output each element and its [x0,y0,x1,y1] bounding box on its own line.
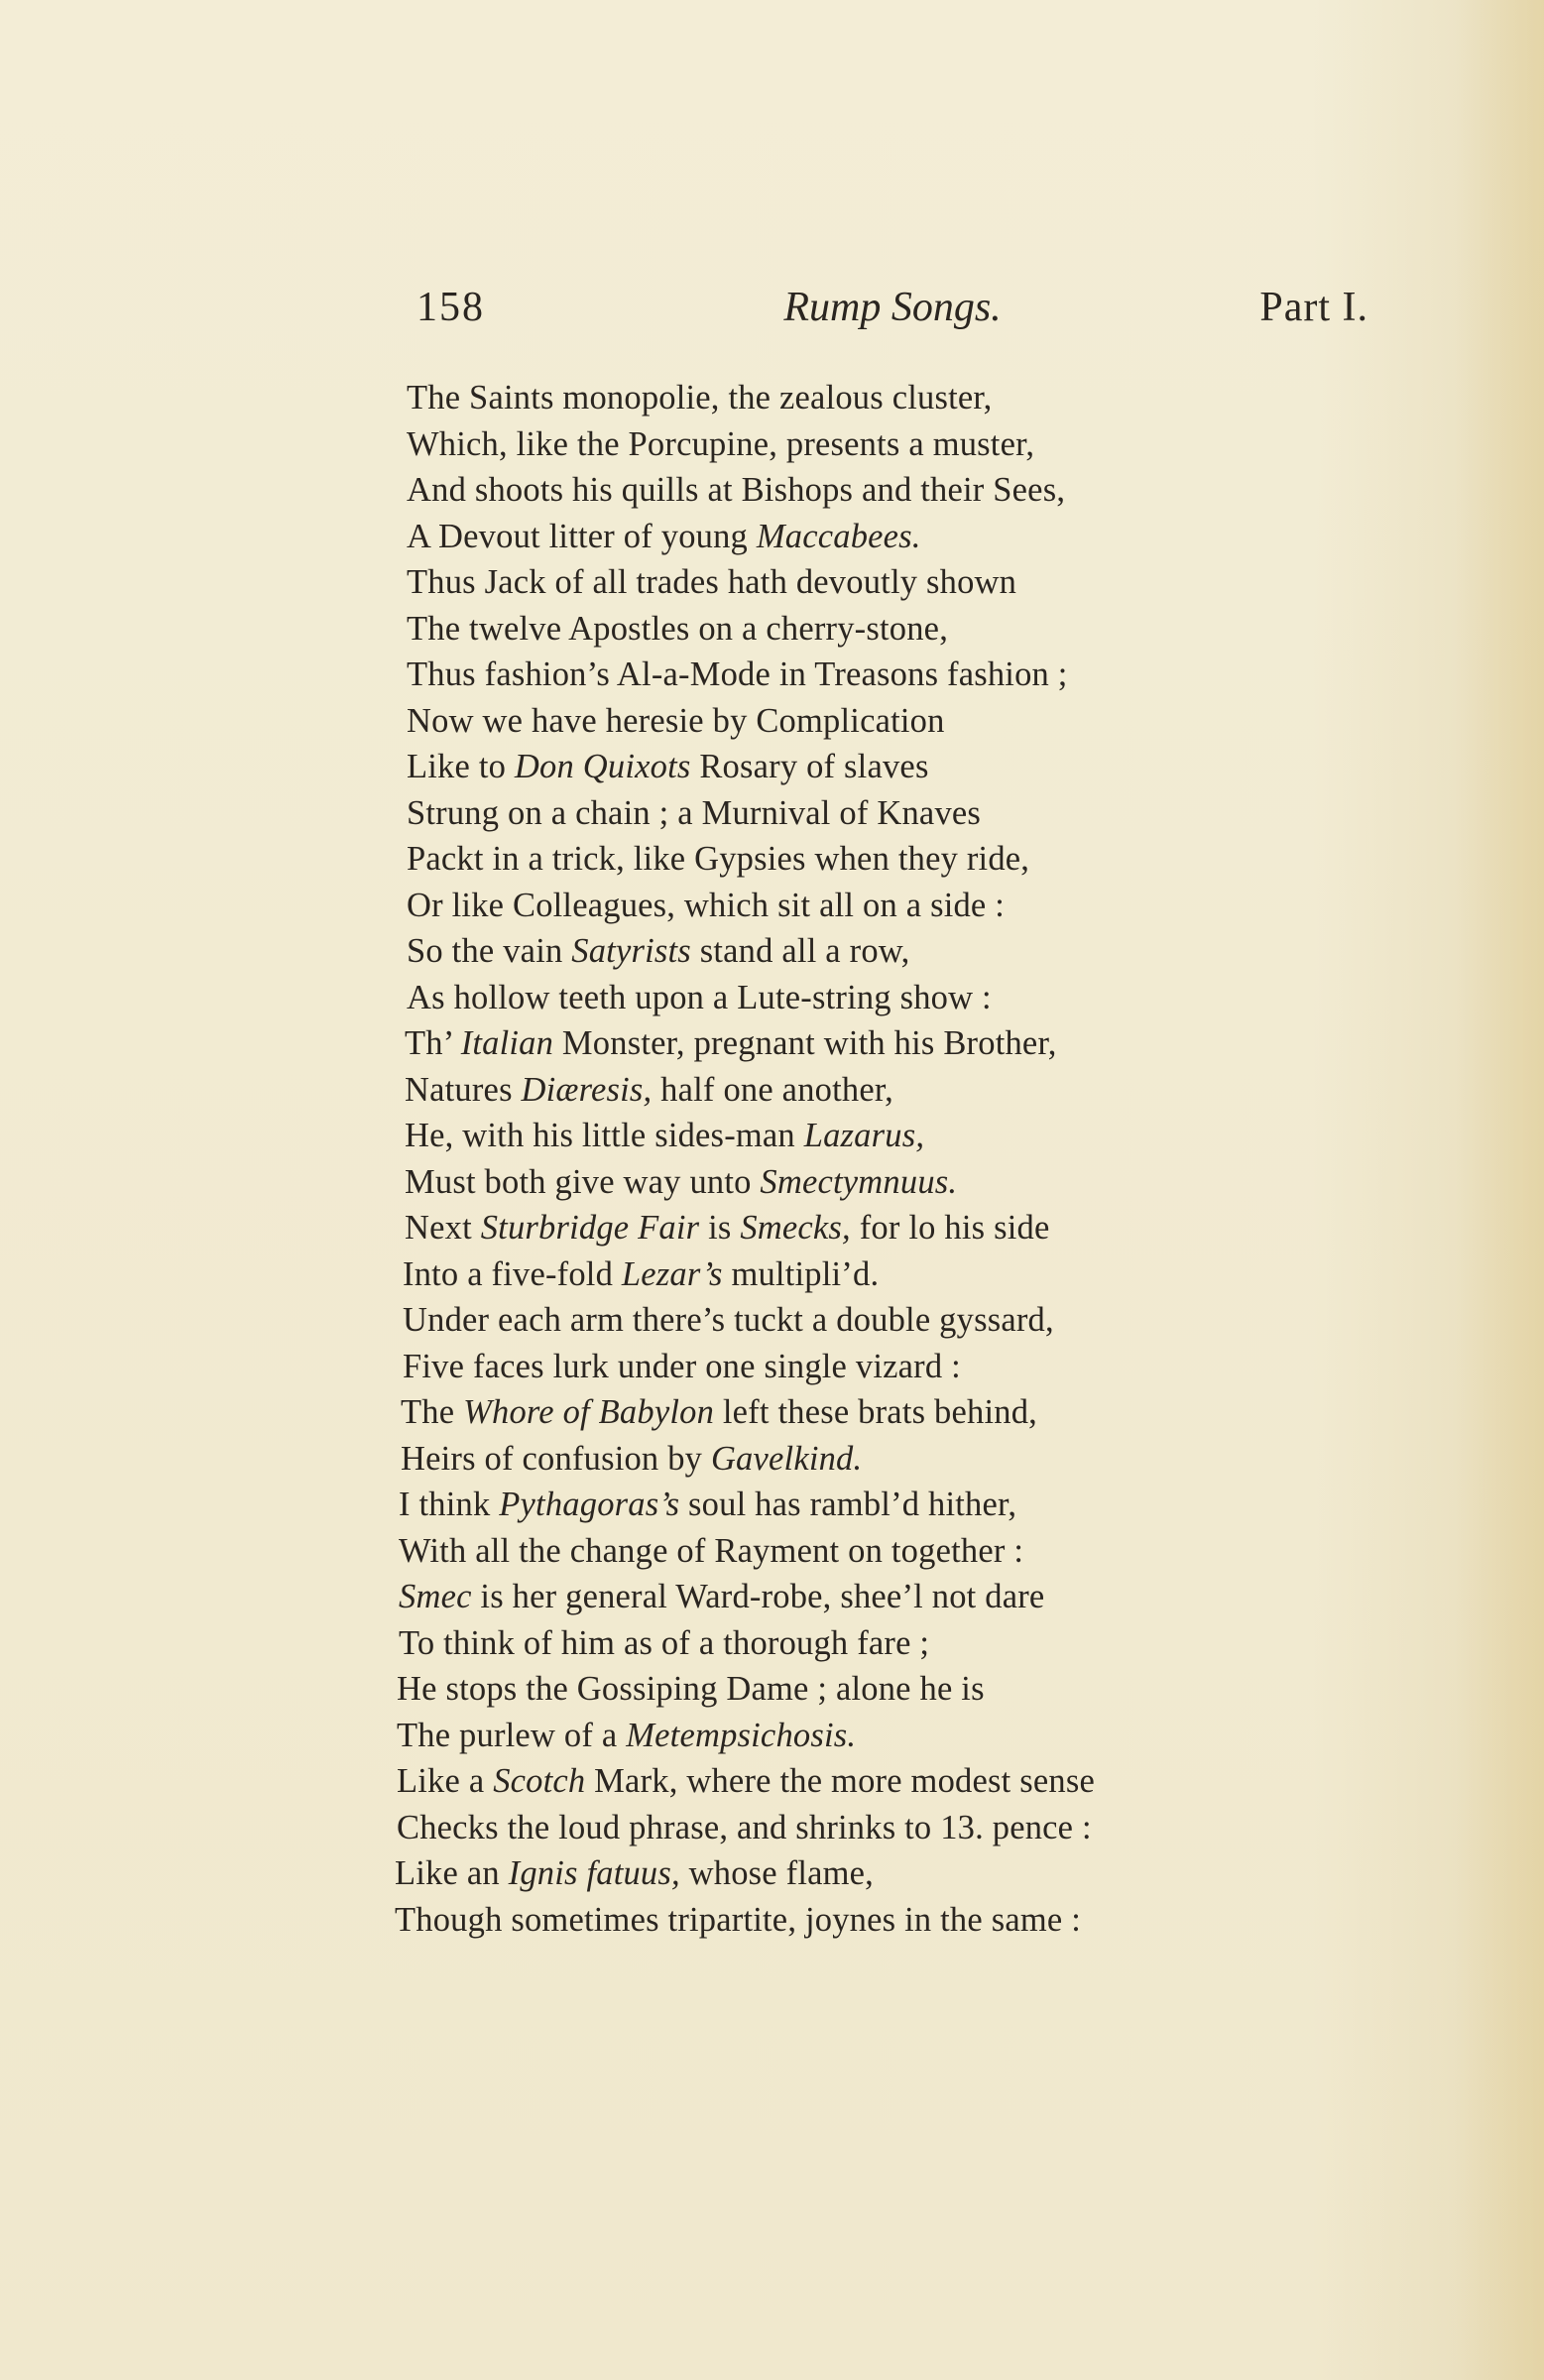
line-text: The [401,1393,464,1431]
poem-line [399,1620,1299,1667]
line-text: Into a five-fold [403,1254,622,1293]
italic-phrase: Whore of Babylon [463,1393,715,1431]
line-text: As hollow teeth upon a Lute-string show : [407,978,992,1016]
poem-line [397,1758,1299,1805]
poem-line [407,928,1299,975]
line-text: is her general Ward-robe, shee’l not dare [471,1578,1045,1615]
poem-line [405,1067,1299,1114]
poem-line [407,467,1299,514]
line-text: Which, like the Porcupine, presents a muster, [407,424,1035,463]
line-text: The purlew of a [397,1716,627,1754]
line-text: for lo his side [850,1209,1050,1247]
italic-phrase: Gavelkind. [710,1439,863,1478]
poem-line [403,1297,1299,1344]
italic-phrase: Italian [460,1024,554,1062]
line-text: Packt in a trick, like Gypsies when they ride, [407,840,1030,878]
italic-phrase: Don Quixots [514,748,691,785]
line-text: I think [399,1486,500,1523]
poem-line [407,883,1299,929]
poem-line [407,975,1299,1021]
poem-line [407,652,1299,698]
poem-line [407,790,1299,837]
poem-line [405,1159,1299,1206]
line-text: Rosary of slaves [690,748,929,785]
line-text: Thus Jack of all trades hath devoutly shown [407,563,1017,601]
poem-line [397,1666,1299,1713]
line-text: Th’ [405,1024,461,1062]
italic-phrase: Ignis fatuus, [508,1854,680,1892]
part-label: Part I. [1259,285,1368,330]
italic-phrase: Scotch [493,1762,586,1800]
line-text: Like a [397,1762,494,1800]
line-text: Like to [407,748,515,785]
italic-phrase: Lezar’s [621,1254,723,1293]
line-text: stand all a row, [690,932,910,970]
poem-line [407,421,1299,468]
line-text: And shoots his quills at Bishops and their Sees, [407,471,1066,509]
line-text: A Devout litter of young [407,517,757,555]
line-text: Natures [405,1070,522,1109]
line-text: Mark, where the more modest sense [585,1762,1095,1800]
poem-line [405,1113,1299,1159]
poem-line [401,1389,1299,1436]
line-text: Now we have heresie by Complication [407,701,945,740]
line-text: He, with his little sides-man [405,1117,804,1154]
italic-phrase: Smecks, [740,1209,851,1247]
line-text: Heirs of confusion by [401,1439,711,1478]
line-text: Strung on a chain ; a Murnival of Knaves [407,793,982,832]
poem-line [395,1897,1299,1944]
line-text: He stops the Gossiping Dame ; alone he is [397,1670,985,1708]
page-edge-shading [1455,0,1544,2380]
italic-phrase: Smec [399,1578,472,1615]
poem-line [407,375,1299,421]
poem-line [401,1436,1299,1483]
line-text: Five faces lurk under one single vizard : [403,1347,961,1385]
line-text: Checks the loud phrase, and shrinks to 13. pence : [397,1808,1092,1846]
line-text: Though sometimes tripartite, joynes in the same : [395,1900,1082,1939]
italic-phrase: Lazarus, [803,1117,925,1154]
line-text: whose flame, [679,1854,875,1892]
poem-line [407,698,1299,745]
poem-line [399,1574,1299,1620]
line-text: soul has rambl’d hither, [679,1486,1017,1523]
line-text: Like an [395,1854,509,1892]
line-text: Under each arm there’s tuckt a double gyssard, [403,1301,1054,1339]
poem-line [399,1528,1299,1575]
line-text: To think of him as of a thorough fare ; [399,1623,930,1662]
poem-line [407,836,1299,883]
poem-text [395,375,1299,1943]
running-header [416,278,1368,337]
poem-line [407,514,1299,560]
line-text: Thus fashion’s Al-a-Mode in Treasons fashion ; [407,655,1068,693]
line-text: is [699,1209,741,1247]
line-text: The twelve Apostles on a cherry-stone, [407,609,949,648]
italic-phrase: Pythagoras’s [499,1486,680,1523]
line-text: With all the change of Rayment on together : [399,1531,1024,1570]
poem-line [403,1251,1299,1298]
italic-phrase: Sturbridge Fair [480,1209,700,1247]
poem-line [399,1482,1299,1528]
line-text: So the vain [407,932,572,970]
poem-line [397,1713,1299,1759]
poem-line [405,1020,1299,1067]
italic-phrase: Diæresis, [521,1070,653,1109]
poem-line [407,606,1299,653]
italic-phrase: Metempsichosis. [626,1716,857,1754]
poem-line [407,744,1299,790]
italic-phrase: Smectymnuus. [760,1162,958,1201]
line-text: The Saints monopolie, the zealous cluster, [407,379,993,416]
line-text: Must both give way unto [405,1162,761,1201]
line-text: left these brats behind, [714,1393,1037,1431]
line-text: Monster, pregnant with his Brother, [553,1024,1057,1062]
poem-line [403,1344,1299,1390]
line-text: Or like Colleagues, which sit all on a side : [407,886,1006,924]
italic-phrase: Maccabees. [756,517,921,555]
line-text: multipli’d. [722,1254,880,1293]
poem-line [407,559,1299,606]
line-text: Next [405,1209,481,1247]
italic-phrase: Satyrists [571,932,691,970]
running-title: Rump Songs. [783,285,1002,330]
poem-line [405,1205,1299,1251]
poem-line [397,1805,1299,1851]
line-text: half one another, [652,1070,893,1109]
page-number: 158 [416,285,485,330]
poem-line [395,1850,1299,1897]
